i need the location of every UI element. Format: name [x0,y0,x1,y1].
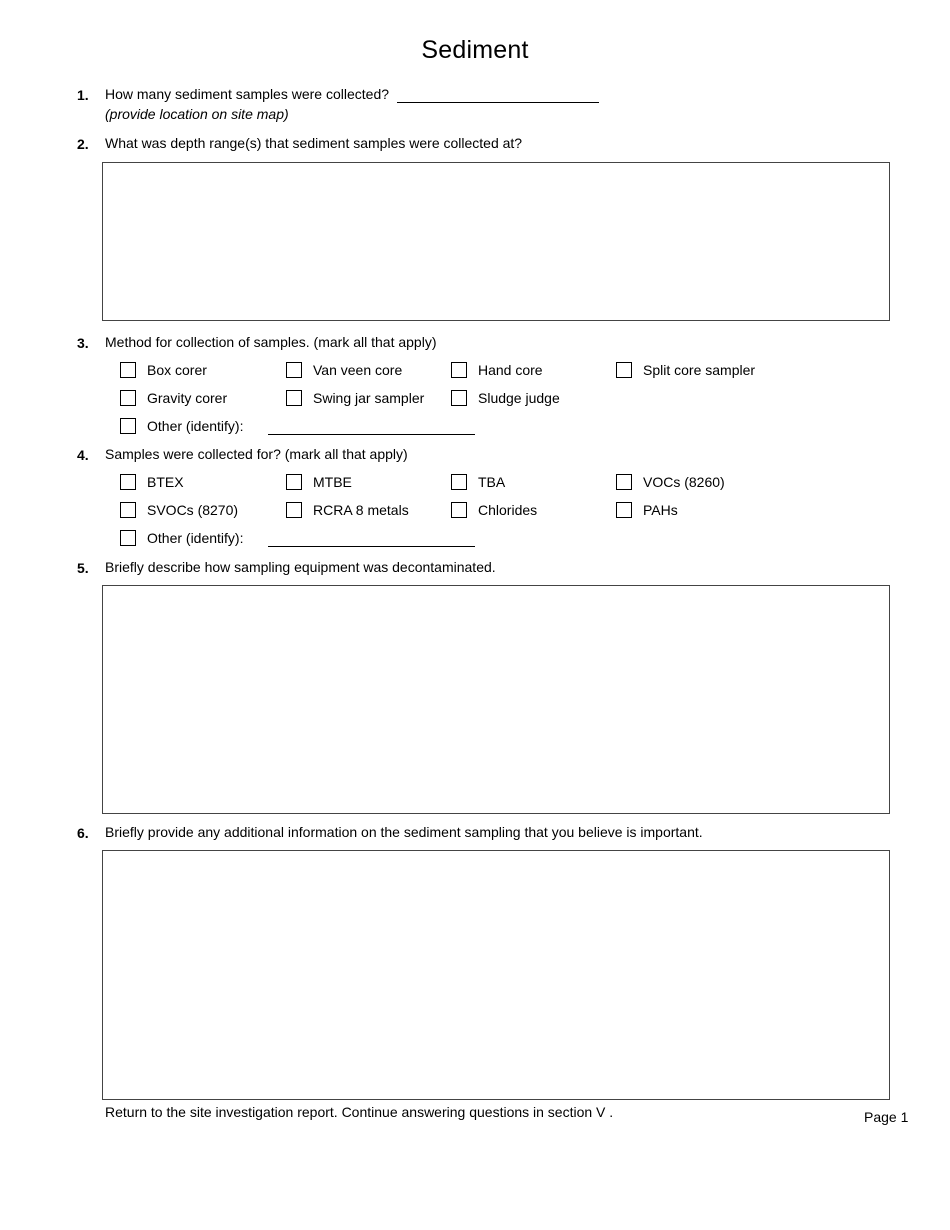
option-label: VOCs (8260) [643,474,725,490]
option-label: SVOCs (8270) [147,502,239,518]
analysis-other-field[interactable] [268,546,475,547]
checkbox[interactable] [451,474,467,490]
option-label: Gravity corer [147,390,228,406]
checkbox[interactable] [451,390,467,406]
q3-number: 3. [77,335,89,351]
option-label: Box corer [147,362,207,378]
option-label: Swing jar sampler [313,390,425,406]
q3-text: Method for collection of samples. (mark all that apply) [105,334,437,350]
checkbox[interactable] [286,362,302,378]
q1-text: How many sediment samples were collected? [105,86,390,102]
decontamination-textarea[interactable] [102,585,890,814]
q6-number: 6. [77,825,89,841]
q5-number: 5. [77,560,89,576]
q4-number: 4. [77,447,89,463]
option-label: BTEX [147,474,184,490]
footer-instruction: Return to the site investigation report. Continue answering questions in section V . [105,1104,614,1120]
q1-hint: (provide location on site map) [105,106,289,122]
q1-number: 1. [77,87,89,103]
q5-text: Briefly describe how sampling equipment was decontaminated. [105,559,496,575]
method-other-field[interactable] [268,434,475,435]
checkbox[interactable] [120,530,136,546]
page-number: Page 1 [864,1109,909,1125]
option-label: Other (identify): [147,530,244,546]
option-label: TBA [478,474,506,490]
checkbox[interactable] [120,474,136,490]
option-label: Chlorides [478,502,538,518]
option-label: RCRA 8 metals [313,502,409,518]
option-label: MTBE [313,474,352,490]
option-label: Sludge judge [478,390,560,406]
option-label: Van veen core [313,362,403,378]
q6-text: Briefly provide any additional information on the sediment sampling that you believe is important. [105,824,703,840]
q2-text: What was depth range(s) that sediment samples were collected at? [105,135,523,151]
option-label: PAHs [643,502,678,518]
checkbox[interactable] [120,502,136,518]
checkbox[interactable] [616,502,632,518]
sample-count-field[interactable] [397,102,599,103]
option-label: Split core sampler [643,362,756,378]
page-title: Sediment [421,36,529,64]
option-label: Other (identify): [147,418,244,434]
checkbox[interactable] [286,474,302,490]
checkbox[interactable] [616,362,632,378]
checkbox[interactable] [120,362,136,378]
q2-number: 2. [77,136,89,152]
checkbox[interactable] [616,474,632,490]
additional-info-textarea[interactable] [102,850,890,1100]
checkbox[interactable] [451,502,467,518]
checkbox[interactable] [286,502,302,518]
checkbox[interactable] [120,390,136,406]
checkbox[interactable] [286,390,302,406]
checkbox[interactable] [120,418,136,434]
depth-range-textarea[interactable] [102,162,890,321]
option-label: Hand core [478,362,543,378]
checkbox[interactable] [451,362,467,378]
q4-text: Samples were collected for? (mark all that apply) [105,446,408,462]
